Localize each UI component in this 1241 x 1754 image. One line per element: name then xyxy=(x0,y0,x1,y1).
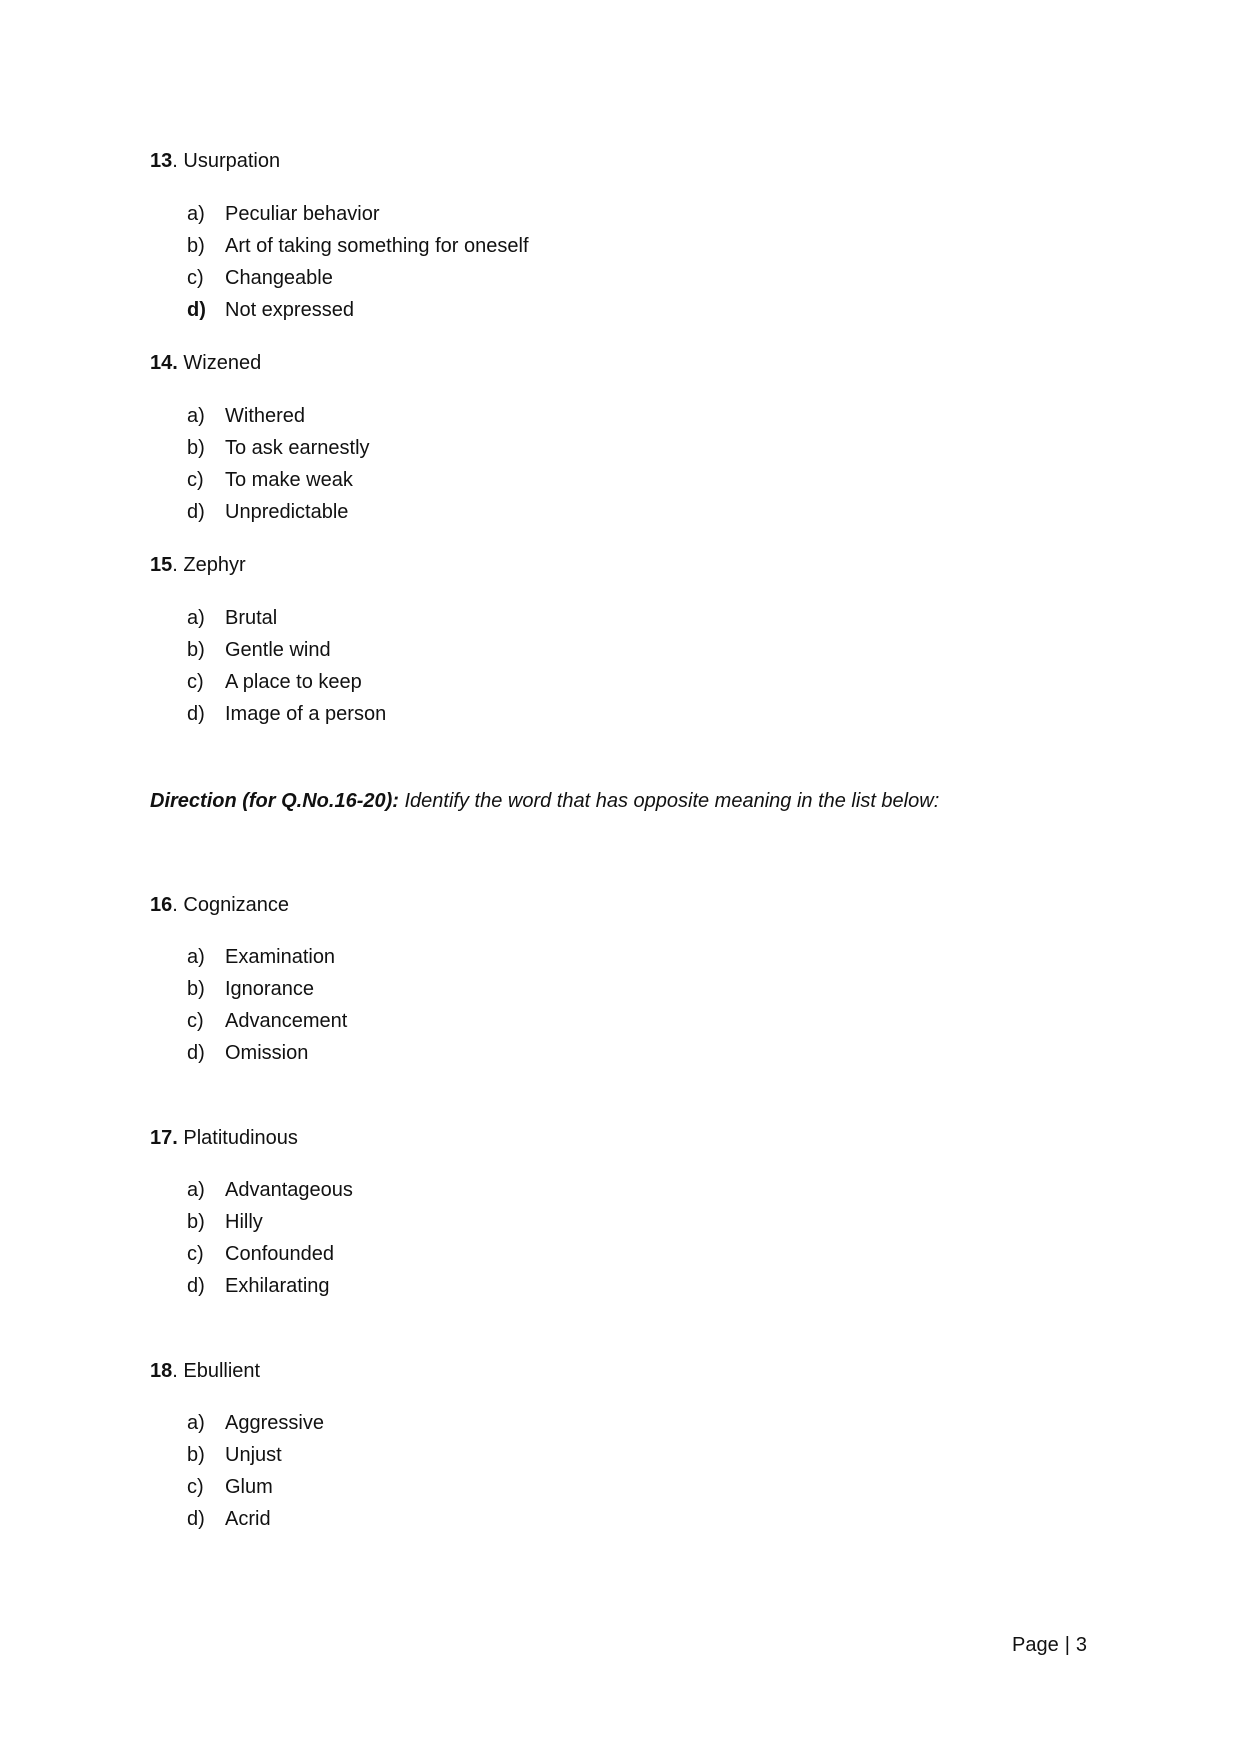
option-15-d xyxy=(187,703,386,726)
question-number: 14. xyxy=(150,352,178,374)
option-text: Peculiar behavior xyxy=(225,203,380,225)
option-letter: d) xyxy=(187,299,206,321)
page-number: 3 xyxy=(1075,1634,1088,1656)
page-label: Page xyxy=(1012,1634,1059,1656)
option-15-b xyxy=(187,639,331,662)
option-18-c xyxy=(187,1476,273,1499)
option-text: A place to keep xyxy=(225,671,362,693)
question-separator: . xyxy=(172,894,178,916)
option-letter: c) xyxy=(187,469,204,491)
option-letter: d) xyxy=(187,703,205,725)
option-letter: b) xyxy=(187,437,205,459)
option-text: Exhilarating xyxy=(225,1275,330,1297)
option-letter: c) xyxy=(187,671,204,693)
option-16-d xyxy=(187,1042,308,1065)
option-13-a xyxy=(187,203,380,226)
option-letter: b) xyxy=(187,1444,205,1466)
option-text: Not expressed xyxy=(225,299,354,321)
question-word: Wizened xyxy=(183,352,262,374)
option-16-a xyxy=(187,946,335,969)
option-17-c xyxy=(187,1243,334,1266)
option-text: Confounded xyxy=(225,1243,334,1265)
page-separator: | xyxy=(1064,1634,1070,1656)
option-letter: c) xyxy=(187,1010,204,1032)
option-letter: b) xyxy=(187,639,205,661)
option-18-b xyxy=(187,1444,282,1467)
question-word: Usurpation xyxy=(183,150,281,172)
option-letter: b) xyxy=(187,235,205,257)
option-text: To ask earnestly xyxy=(225,437,370,459)
direction-lead: Direction (for Q.No.16-20): xyxy=(150,790,399,812)
option-letter: a) xyxy=(187,1179,205,1201)
option-letter: d) xyxy=(187,1275,205,1297)
question-17 xyxy=(150,1127,298,1150)
option-15-a xyxy=(187,607,277,630)
option-text: Advantageous xyxy=(225,1179,353,1201)
option-text: Omission xyxy=(225,1042,309,1064)
option-letter: d) xyxy=(187,1508,205,1530)
option-text: Acrid xyxy=(225,1508,271,1530)
option-13-c xyxy=(187,267,333,290)
option-17-d xyxy=(187,1275,330,1298)
option-13-d xyxy=(187,299,354,322)
option-text: Examination xyxy=(225,946,336,968)
option-text: Gentle wind xyxy=(225,639,331,661)
option-17-a xyxy=(187,1179,353,1202)
option-14-a xyxy=(187,405,305,428)
option-text: Withered xyxy=(225,405,306,427)
question-14 xyxy=(150,352,261,375)
question-word: Ebullient xyxy=(183,1360,261,1382)
option-text: Advancement xyxy=(225,1010,348,1032)
option-letter: c) xyxy=(187,1243,204,1265)
question-18 xyxy=(150,1360,260,1383)
option-text: Aggressive xyxy=(225,1412,324,1434)
page-footer xyxy=(1012,1634,1087,1657)
option-14-c xyxy=(187,469,353,492)
option-letter: c) xyxy=(187,267,204,289)
option-18-a xyxy=(187,1412,324,1435)
question-number: 15 xyxy=(150,554,173,576)
option-18-d xyxy=(187,1508,271,1531)
question-separator: . xyxy=(172,1360,178,1382)
option-letter: a) xyxy=(187,946,205,968)
option-letter: b) xyxy=(187,1211,205,1233)
question-number: 13 xyxy=(150,150,173,172)
question-word: Zephyr xyxy=(183,554,246,576)
option-16-b xyxy=(187,978,314,1001)
option-16-c xyxy=(187,1010,347,1033)
question-separator: . xyxy=(172,150,178,172)
direction-text: Identify the word that has opposite meaning in the list below: xyxy=(398,790,940,812)
option-letter: a) xyxy=(187,405,205,427)
question-13 xyxy=(150,150,280,173)
option-text: Image of a person xyxy=(225,703,387,725)
option-text: Unpredictable xyxy=(225,501,349,523)
option-text: Ignorance xyxy=(225,978,314,1000)
question-15 xyxy=(150,554,246,577)
option-text: Hilly xyxy=(225,1211,263,1233)
option-letter: a) xyxy=(187,1412,205,1434)
direction-instruction xyxy=(150,790,939,813)
option-14-d xyxy=(187,501,348,524)
option-13-b xyxy=(187,235,529,258)
question-number: 16 xyxy=(150,894,173,916)
option-text: Art of taking something for oneself xyxy=(225,235,529,257)
option-letter: a) xyxy=(187,607,205,629)
question-16 xyxy=(150,894,289,917)
option-text: Brutal xyxy=(225,607,278,629)
question-word: Platitudinous xyxy=(183,1127,298,1149)
option-text: To make weak xyxy=(225,469,353,491)
option-17-b xyxy=(187,1211,263,1234)
option-letter: d) xyxy=(187,1042,205,1064)
question-number: 17. xyxy=(150,1127,178,1149)
question-separator: . xyxy=(172,554,178,576)
question-number: 18 xyxy=(150,1360,173,1382)
option-text: Changeable xyxy=(225,267,333,289)
option-15-c xyxy=(187,671,362,694)
option-letter: b) xyxy=(187,978,205,1000)
option-14-b xyxy=(187,437,370,460)
option-text: Unjust xyxy=(225,1444,282,1466)
option-letter: c) xyxy=(187,1476,204,1498)
option-text: Glum xyxy=(225,1476,273,1498)
question-word: Cognizance xyxy=(183,894,289,916)
option-letter: a) xyxy=(187,203,205,225)
option-letter: d) xyxy=(187,501,205,523)
